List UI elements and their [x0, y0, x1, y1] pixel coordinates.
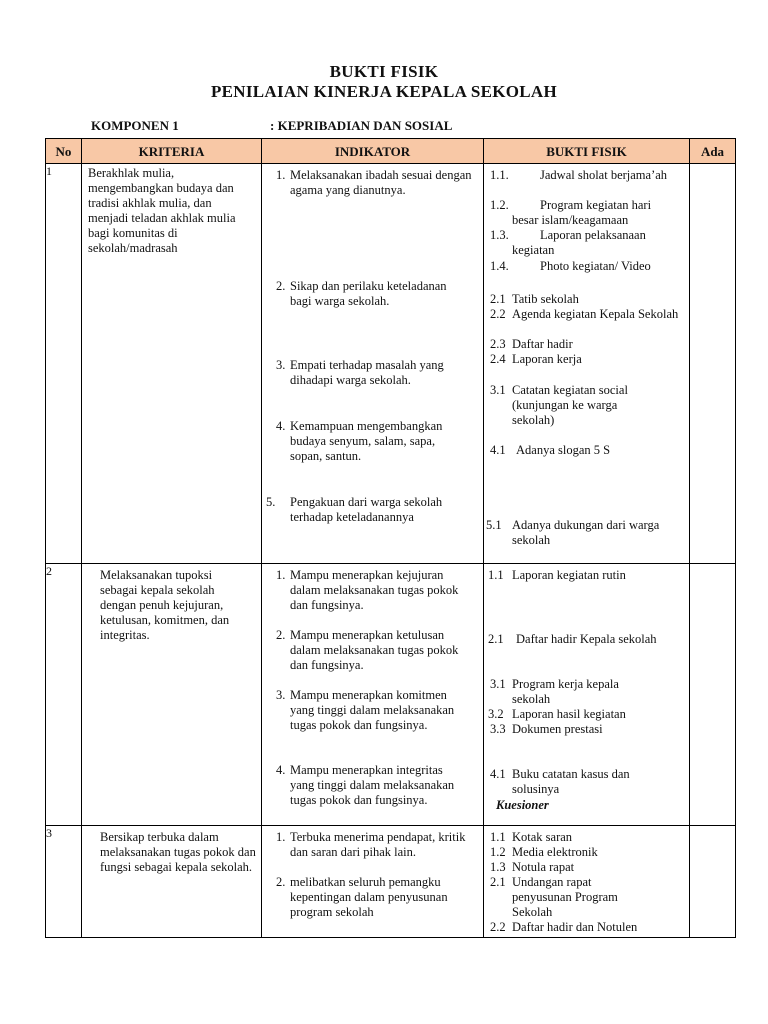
header-kriteria: KRITERIA [82, 139, 262, 164]
bukti-item: 2.3 Daftar hadir [490, 337, 573, 351]
document-title: BUKTI FISIK [329, 62, 439, 81]
row-number: 2 [46, 564, 82, 826]
bukti-item: 2.2 Agenda kegiatan Kepala Sekolah [490, 307, 679, 321]
header-bukti-fisik: BUKTI FISIK [484, 139, 690, 164]
table-row [46, 826, 736, 938]
bukti-item: 3.1 Program kerja kepala sekolah [490, 677, 619, 706]
table-row [46, 164, 736, 564]
bukti-item: 4.1 Adanya slogan 5 S [490, 443, 611, 457]
indikator-item: 2. melibatkan seluruh pemangku kepentingan dalam penyusunan program sekolah [276, 875, 448, 919]
ada-cell [690, 564, 736, 826]
indikator-item: 1. Melaksanakan ibadah sesuai dengan agama yang dianutnya. [276, 168, 472, 197]
kriteria-cell [82, 164, 262, 564]
bukti-item: 1.2. Program kegiatan hari besar islam/keagamaan [490, 198, 652, 227]
header-ada: Ada [690, 139, 736, 164]
bukti-cell [484, 164, 690, 564]
ada-cell [690, 826, 736, 938]
indikator-item: 4. Mampu menerapkan integritas yang tinggi dalam melaksanakan tugas pokok dan fungsinya. [276, 763, 455, 807]
kriteria-text: Melaksanakan tupoksi sebagai kepala sekolah dengan penuh kejujuran, ketulusan, komitmen, dan integritas. [100, 568, 230, 642]
bukti-item: 2.1 Daftar hadir Kepala sekolah [488, 632, 657, 646]
komponen-value: : KEPRIBADIAN DAN SOSIAL [270, 118, 453, 133]
indikator-item: 2. Sikap dan perilaku keteladanan bagi warga sekolah. [276, 279, 447, 308]
indikator-item: 3. Empati terhadap masalah yang dihadapi warga sekolah. [276, 358, 444, 387]
indikator-item: 3. Mampu menerapkan komitmen yang tinggi dalam melaksanakan tugas pokok dan fungsinya. [276, 688, 455, 732]
bukti-item: 1.1 Kotak saran [490, 830, 573, 844]
indikator-item: 5. Pengakuan dari warga sekolah terhadap keteladanannya [266, 495, 443, 524]
bukti-item: 1.3. Laporan pelaksanaan kegiatan [490, 228, 646, 257]
header-no: No [46, 139, 82, 164]
bukti-fisik-table [45, 138, 736, 938]
row-number: 3 [46, 826, 82, 938]
header-indikator: INDIKATOR [262, 139, 484, 164]
kriteria-cell [82, 826, 262, 938]
bukti-item: 5.1 Adanya dukungan dari warga sekolah [486, 518, 660, 547]
indikator-item: 1. Mampu menerapkan kejujuran dalam melaksanakan tugas pokok dan fungsinya. [276, 568, 459, 612]
bukti-item: 2.1 Undangan rapat penyusunan Program Sekolah [490, 875, 618, 919]
bukti-item: 3.3 Dokumen prestasi [490, 722, 603, 736]
bukti-item: 2.1 Tatib sekolah [490, 292, 579, 306]
row-number: 1 [46, 164, 82, 564]
bukti-cell [484, 826, 690, 938]
kriteria-text: Berakhlak mulia, mengembangkan budaya dan tradisi akhlak mulia, dan menjadi teladan akhlak mulia bagi komunitas di sekolah/madrasah [88, 166, 236, 255]
indikator-cell [262, 164, 484, 564]
bukti-item: 3.1 Catatan kegiatan social (kunjungan ke warga sekolah) [490, 383, 628, 427]
document-subtitle: PENILAIAN KINERJA KEPALA SEKOLAH [210, 82, 558, 101]
ada-cell [690, 164, 736, 564]
bukti-cell [484, 564, 690, 826]
bukti-item: 1.3 Notula rapat [490, 860, 575, 874]
kriteria-text: Bersikap terbuka dalam melaksanakan tugas pokok dan fungsi sebagai kepala sekolah. [100, 830, 256, 874]
kuesioner-note: Kuesioner [496, 798, 549, 812]
indikator-cell [262, 826, 484, 938]
bukti-item: 2.4 Laporan kerja [490, 352, 582, 366]
bukti-item: 1.4. Photo kegiatan/ Video [490, 259, 651, 273]
bukti-item: 1.2 Media elektronik [490, 845, 598, 859]
bukti-item: 3.2 Laporan hasil kegiatan [488, 707, 626, 721]
table-header-row [46, 139, 736, 164]
indikator-item: 2. Mampu menerapkan ketulusan dalam melaksanakan tugas pokok dan fungsinya. [276, 628, 459, 672]
indikator-item: 1. Terbuka menerima pendapat, kritik dan saran dari pihak lain. [276, 830, 466, 859]
bukti-item: 1.1 Laporan kegiatan rutin [488, 568, 626, 582]
bukti-item: 1.1. Jadwal sholat berjama’ah [490, 168, 668, 182]
table-row [46, 564, 736, 826]
bukti-item: 2.2 Daftar hadir dan Notulen [490, 920, 638, 934]
bukti-item: 4.1 Buku catatan kasus dan solusinya [490, 767, 630, 796]
indikator-cell [262, 564, 484, 826]
indikator-item: 4. Kemampuan mengembangkan budaya senyum, salam, sapa, sopan, santun. [276, 419, 443, 463]
komponen-label: KOMPONEN 1 [91, 118, 179, 133]
kriteria-cell [82, 564, 262, 826]
